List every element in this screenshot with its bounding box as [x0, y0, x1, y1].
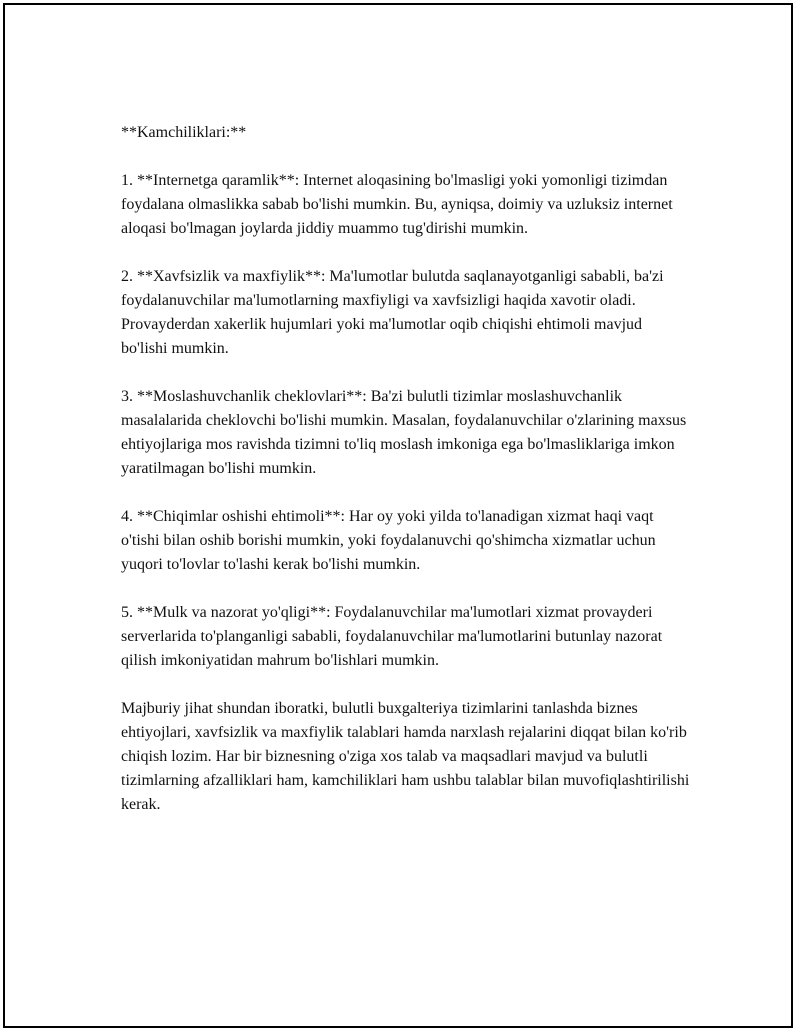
document-body — [121, 121, 691, 817]
section-heading: **Kamchiliklari:** — [121, 124, 247, 141]
paragraph-ownership-control: 5. **Mulk va nazorat yo'qligi**: Foydalanuvchilar ma'lumotlari xizmat provayderi serverlarida to'planganligi sababli, foydalanuvchilar ma'lumotlarini butunlay nazorat qilish imkoniyatidan mahrum bo'lishlari mumkin. — [121, 604, 663, 669]
paragraph-cost-increase: 4. **Chiqimlar oshishi ehtimoli**: Har oy yoki yilda to'lanadigan xizmat haqi vaqt o'tishi bilan oshib borishi mumkin, yoki foydalanuvchi qo'shimcha xizmatlar uchun yuqori to'lovlar to'lashi kerak bo'lishi mumkin. — [121, 508, 656, 573]
paragraph-flexibility-limits: 3. **Moslashuvchanlik cheklovlari**: Ba'zi bulutli tizimlar moslashuvchanlik masalalarida cheklovchi bo'lishi mumkin. Masalan, foydalanuvchilar o'zlarining maxsus ehtiyojlariga mos ravishda tizimni to'liq moslash imkoniga ega bo'lmasliklariga imkon yaratilmagan bo'lishi mumkin. — [121, 388, 687, 477]
document-page — [3, 3, 793, 1028]
paragraph-internet-dependency: 1. **Internetga qaramlik**: Internet aloqasining bo'lmasligi yoki yomonligi tizimdan foydalana olmaslikka sabab bo'lishi mumkin. Bu, ayniqsa, doimiy va uzluksiz internet aloqasi bo'lmagan joylarda jiddiy muammo tug'dirishi mumkin. — [121, 172, 673, 237]
paragraph-security-privacy: 2. **Xavfsizlik va maxfiylik**: Ma'lumotlar bulutda saqlanayotganligi sababli, ba'zi foydalanuvchilar ma'lumotlarning maxfiyligi va xavfsizligi haqida xavotir oladi. Provayderdan xakerlik hujumlari yoki ma'lumotlar oqib chiqishi ehtimoli mavjud bo'lishi mumkin. — [121, 268, 664, 357]
paragraph-conclusion: Majburiy jihat shundan iboratki, bulutli buxgalteriya tizimlarini tanlashda biznes ehtiyojlari, xavfsizlik va maxfiylik talablari hamda narxlash rejalarini diqqat bilan ko'rib chiqish lozim. Har bir biznesning o'ziga xos talab va maqsadlari mavjud va bulutli tizimlarning afzalliklari ham, kamchiliklari ham ushbu talablar bilan muvofiqlashtirilishi kerak. — [121, 700, 690, 813]
